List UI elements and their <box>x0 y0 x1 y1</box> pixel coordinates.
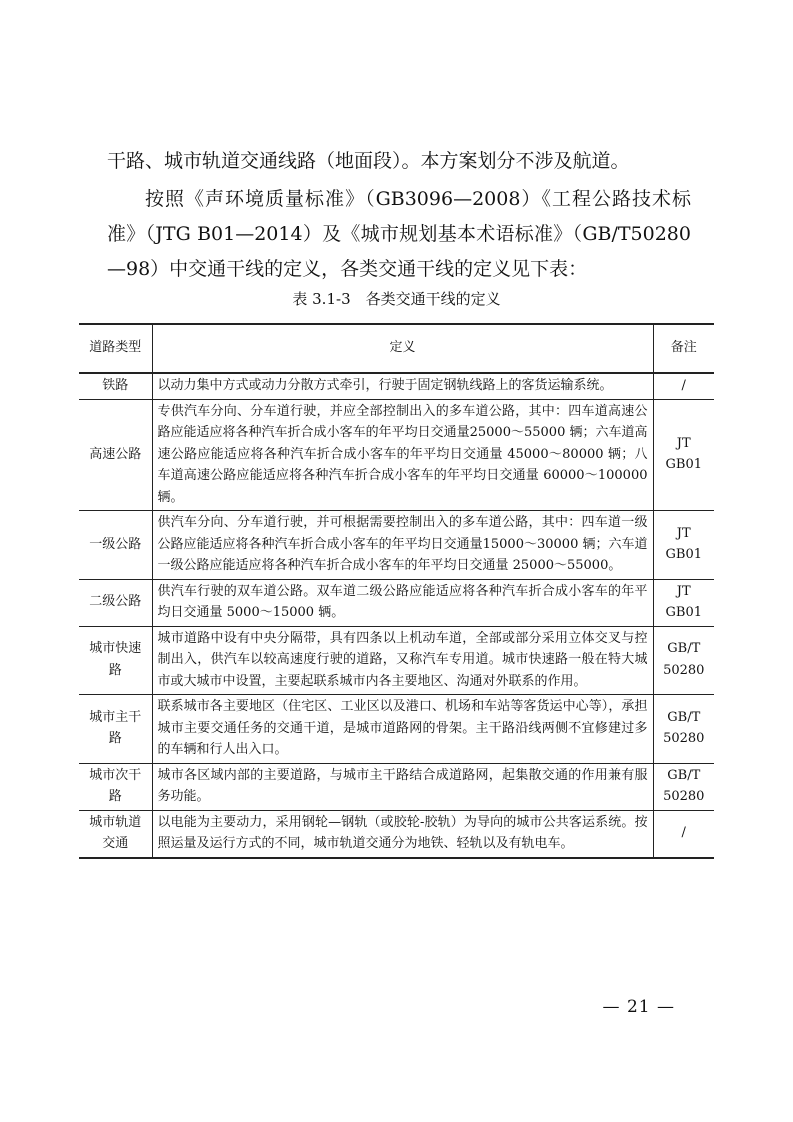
table-row <box>79 399 714 511</box>
table-row <box>79 511 714 580</box>
row-road-type: 城市次干路 <box>79 763 152 810</box>
row-definition: 城市道路中设有中央分隔带，具有四条以上机动车道，全部或部分采用立体交叉与控制出入，供汽车以较高速度行驶的道路，又称汽车专用道。城市快速路一般在特大城市或大城市中设置，主要起联系城市内各主要地区、沟通对外联系的作用。 <box>152 626 653 695</box>
row-road-type: 城市轨道交通 <box>79 810 152 858</box>
body-paragraph-1: 干路、城市轨道交通线路（地面段）。本方案划分不涉及航道。 <box>107 150 630 172</box>
row-note: / <box>653 810 714 858</box>
row-note: GB/T 50280 <box>653 626 714 695</box>
row-road-type: 城市主干路 <box>79 695 152 764</box>
table-row <box>79 579 714 626</box>
row-note: GB/T 50280 <box>653 695 714 764</box>
page-number: — 21 — <box>602 997 675 1017</box>
row-road-type: 二级公路 <box>79 579 152 626</box>
header-note: 备注 <box>653 324 714 373</box>
row-definition: 以电能为主要动力，采用钢轮—钢轨（或胶轮-胶轨）为导向的城市公共客运系统。按照运量及运行方式的不同，城市轨道交通分为地铁、轻轨以及有轨电车。 <box>152 810 653 858</box>
traffic-trunk-definitions-table <box>79 323 714 859</box>
row-road-type: 铁路 <box>79 373 152 399</box>
row-definition: 以动力集中方式或动力分散方式牵引，行驶于固定钢轨线路上的客货运输系统。 <box>152 373 653 399</box>
row-note: / <box>653 373 714 399</box>
row-road-type: 一级公路 <box>79 511 152 580</box>
row-note: GB/T 50280 <box>653 763 714 810</box>
table-row <box>79 763 714 810</box>
row-road-type: 城市快速路 <box>79 626 152 695</box>
row-definition: 供汽车行驶的双车道公路。双车道二级公路应能适应将各种汽车折合成小客车的年平均日交通量 5000～15000 辆。 <box>152 579 653 626</box>
body-paragraph-2: 按照《声环境质量标准》（GB3096—2008）《工程公路技术标准》（JTG B01—2014）及《城市规划基本术语标准》（GB/T50280—98）中交通干线的定义，各类交通干线的定义见下表： <box>107 188 691 280</box>
row-definition: 供汽车分向、分车道行驶，并可根据需要控制出入的多车道公路，其中：四车道一级公路应能适应将各种汽车折合成小客车的年平均日交通量15000～30000 辆；六车道一级公路应能适应将各种汽车折合成小客车的年平均日交通量 25000～55000。 <box>152 511 653 580</box>
row-definition: 专供汽车分向、分车道行驶，并应全部控制出入的多车道公路，其中：四车道高速公路应能适应将各种汽车折合成小客车的年平均日交通量25000～55000 辆；六车道高速公路应能适应将各种汽车折合成小客车的年平均日交通量 45000～80000 辆；八车道高速公路应能适应将各种汽车折合成小客车的年平均日交通量 60000～100000 辆。 <box>152 399 653 511</box>
header-definition: 定义 <box>152 324 653 373</box>
row-note: JT GB01 <box>653 511 714 580</box>
table-row <box>79 373 714 399</box>
row-definition: 城市各区域内部的主要道路，与城市主干路结合成道路网，起集散交通的作用兼有服务功能。 <box>152 763 653 810</box>
table-header-row <box>79 324 714 373</box>
table-row <box>79 810 714 858</box>
row-note: JT GB01 <box>653 579 714 626</box>
table-row <box>79 695 714 764</box>
table-caption: 表 3.1-3 各类交通干线的定义 <box>292 290 501 308</box>
table-row <box>79 626 714 695</box>
header-road-type: 道路类型 <box>79 324 152 373</box>
row-note: JT GB01 <box>653 399 714 511</box>
row-road-type: 高速公路 <box>79 399 152 511</box>
row-definition: 联系城市各主要地区（住宅区、工业区以及港口、机场和车站等客货运中心等），承担城市主要交通任务的交通干道，是城市道路网的骨架。主干路沿线两侧不宜修建过多的车辆和行人出入口。 <box>152 695 653 764</box>
